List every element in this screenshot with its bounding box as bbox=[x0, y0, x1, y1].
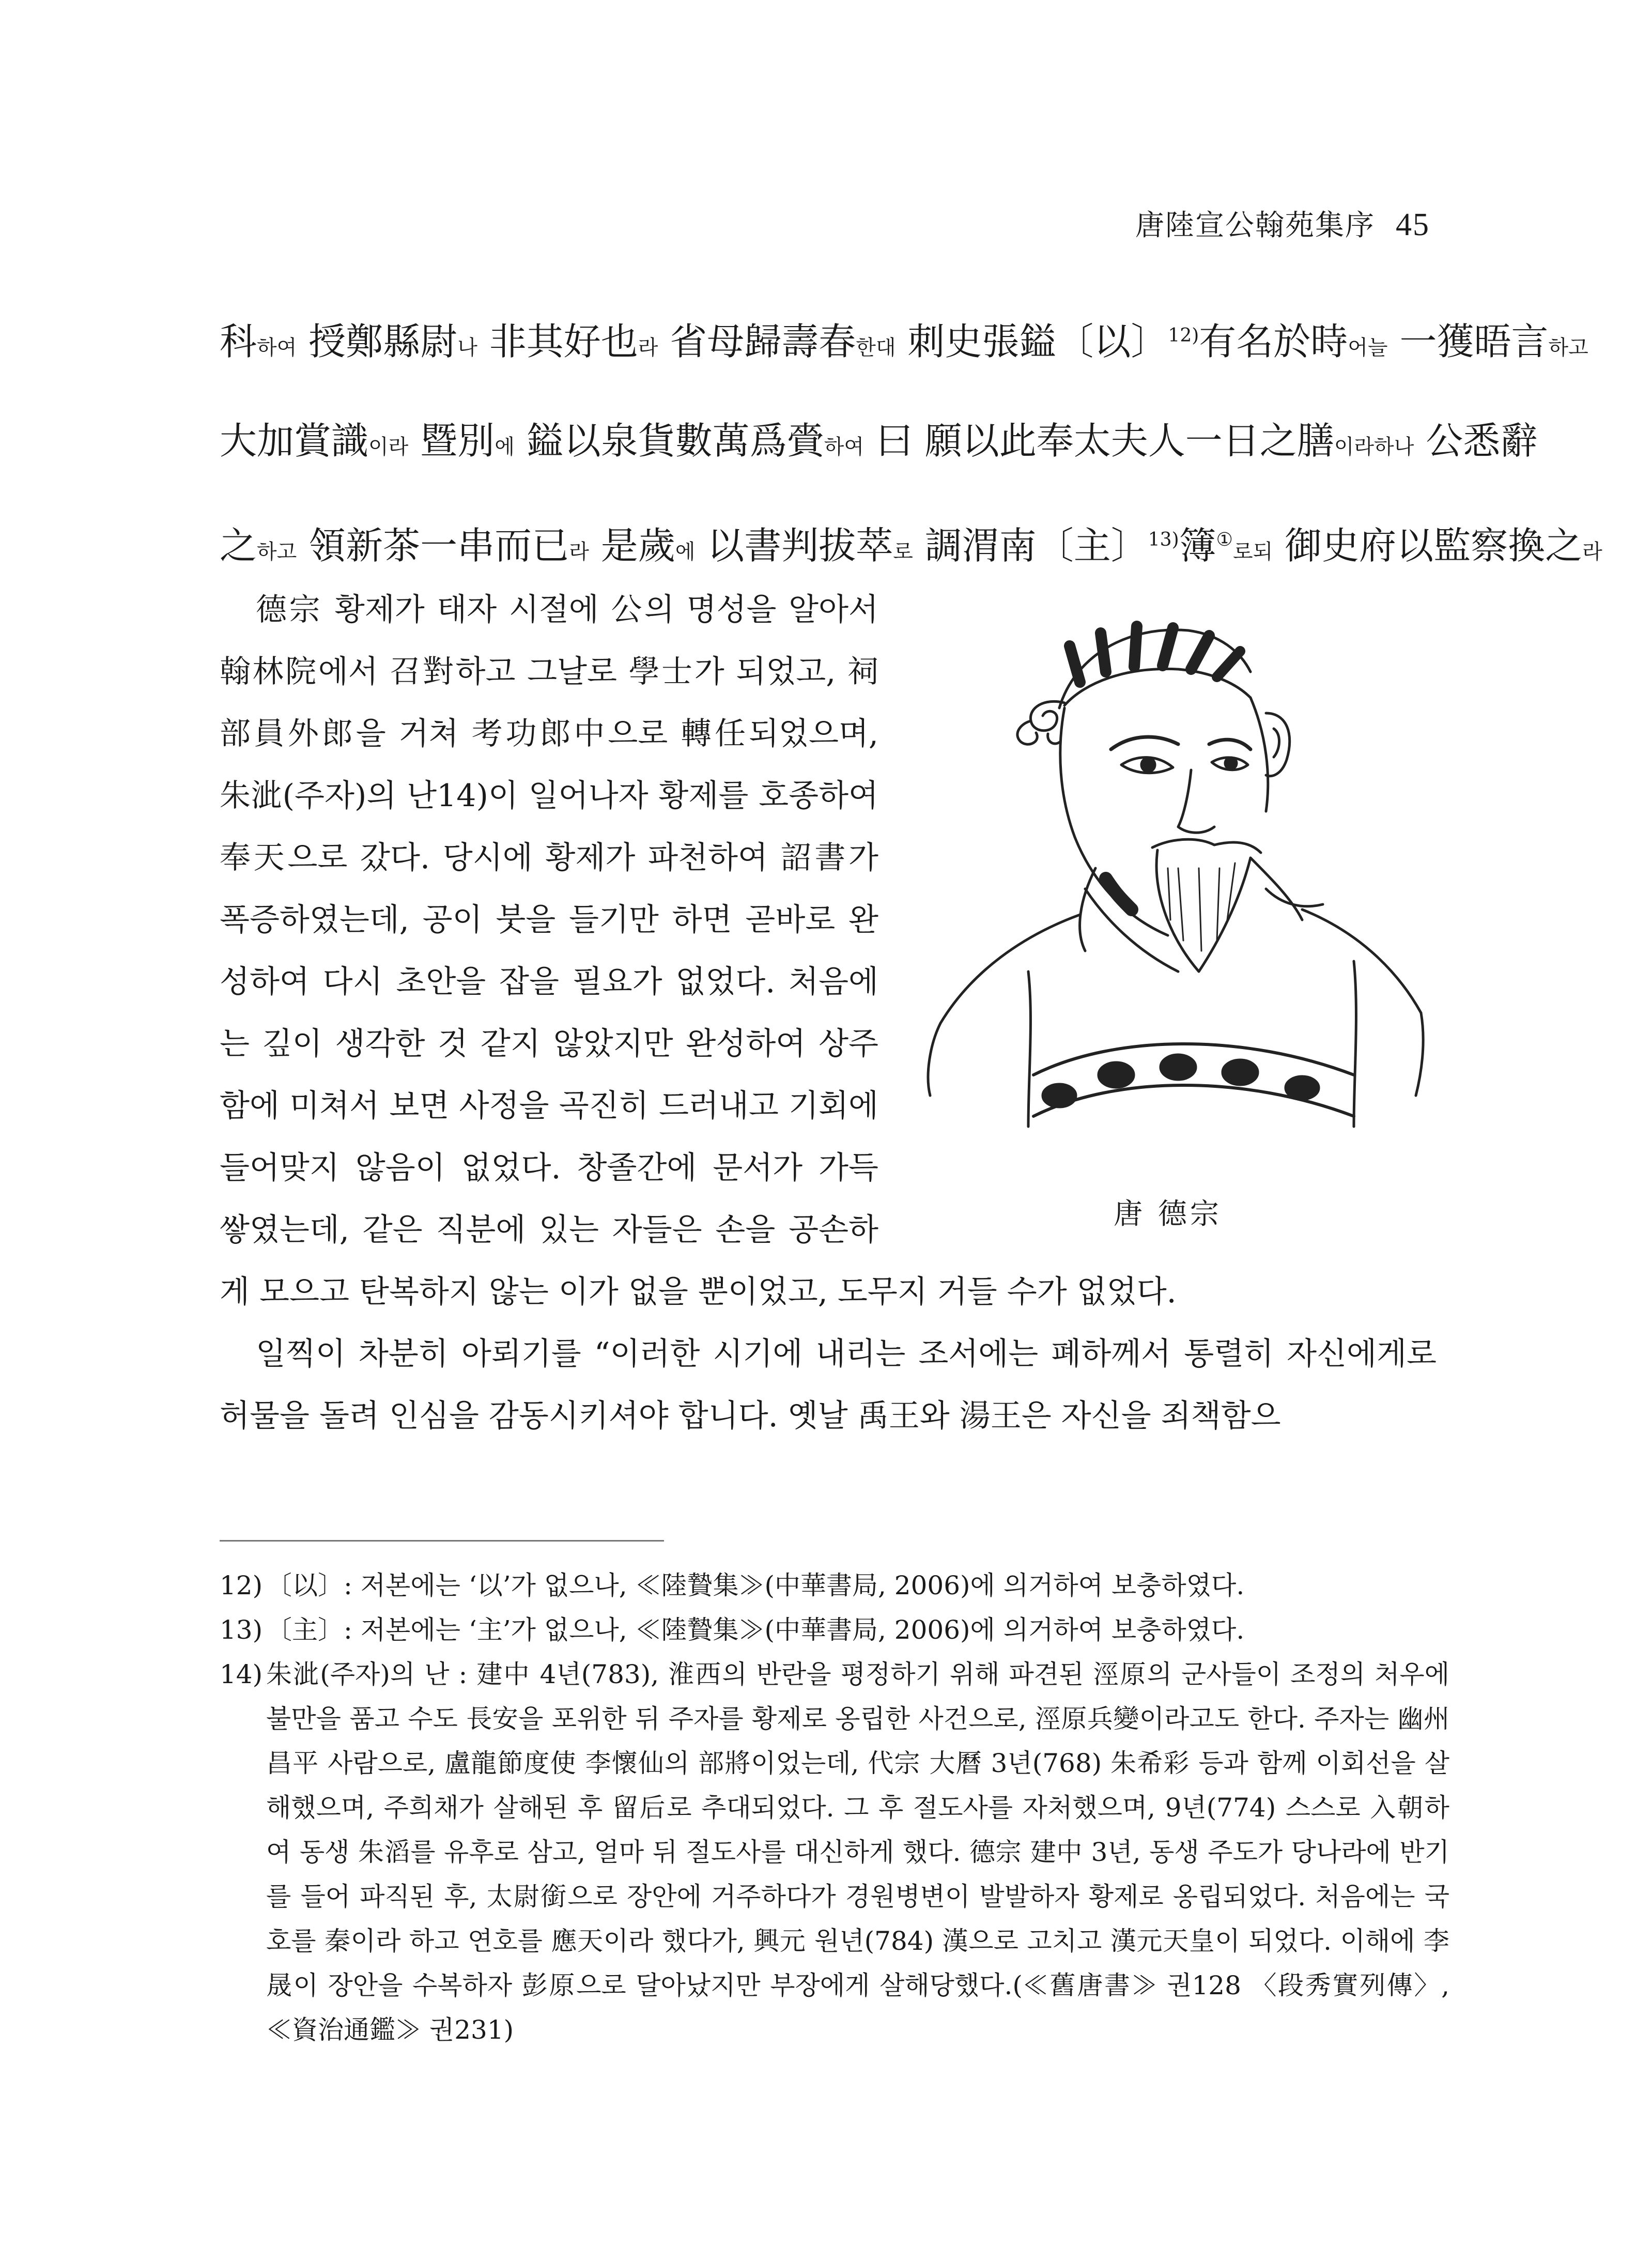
hangul-particle: 라 bbox=[638, 336, 658, 360]
hangul-particle: 하고 bbox=[257, 540, 297, 564]
translation-text bbox=[220, 579, 1437, 1447]
hanja-segment: 簿 bbox=[1179, 524, 1216, 567]
hangul-particle: 이라 bbox=[368, 435, 409, 459]
hangul-particle: 로되 bbox=[1232, 540, 1273, 564]
hangul-particle: 에 bbox=[495, 435, 515, 459]
hanja-segment: 曰 願以此奉太夫人一日之膳 bbox=[864, 419, 1334, 463]
footnote-text: 朱泚(주자)의 난 : 建中 4년(783), 淮西의 반란을 평정하기 위해 파견된 涇原의 군사들이 조정의 처우에 불만을 품고 수도 長安을 포위한 뒤 주자를 황제로 옹립한 사건으로, 涇原兵變이라고도 한다. 주자는 幽州 昌平 사람으로, 盧龍節度使 李懷仙의 部將이었는데, 代宗 大曆 3년(768) 朱希彩 등과 함께 이회선을 살해했으며, 주희채가 살해된 후 留后로 추대되었다. 그 후 절도사를 자처했으며, 9년(774) 스스로 入朝하여 동생 朱滔를 유후로 삼고, 얼마 뒤 절도사를 대신하게 했다. 德宗 建中 3년, 동생 주도가 당나라에 반기를 들어 파직된 후, 太尉銜으로 장안에 거주하다가 경원병변이 발발하자 황제로 옹립되었다. 처음에는 국호를 秦이라 하고 연호를 應天이라 했다가, 興元 원년(784) 漢으로 고치고 漢元天皇이 되었다. 이해에 李晟이 장안을 수복하자 彭原으로 달아났지만 부장에게 살해당했다.(≪舊唐書≫ 권128 〈段秀實列傳〉, ≪資治通鑑≫ 권231) bbox=[266, 1659, 1449, 2045]
hangul-particle: 에 bbox=[675, 540, 696, 564]
hanja-segment: 省母歸壽春 bbox=[658, 320, 856, 363]
footnote-number: 12) bbox=[220, 1570, 263, 1600]
hangul-particle: 하여 bbox=[824, 435, 864, 459]
hangul-particle: 나 bbox=[457, 336, 477, 360]
hanja-segment: 授鄭縣尉 bbox=[297, 320, 458, 363]
hangul-particle: 어늘 bbox=[1348, 336, 1388, 360]
classical-line bbox=[220, 394, 1538, 494]
translation-paragraph-2: 일찍이 차분히 아뢰기를 “이러한 시기에 내리는 조서에는 폐하께서 통렬히 자신에게로 허물을 돌려 인심을 감동시키셔야 합니다. 옛날 禹王와 湯王은 자신을 죄책함으 bbox=[220, 1336, 1437, 1434]
footnote-text: 〔主〕: 저본에는 ‘主’가 없으나, ≪陸贄集≫(中華書局, 2006)에 의거하여 보충하였다. bbox=[266, 1615, 1245, 1645]
running-header bbox=[1135, 203, 1430, 244]
page-number: 45 bbox=[1396, 207, 1430, 242]
hanja-segment: 公悉辭 bbox=[1414, 419, 1538, 463]
hangul-particle: 라 bbox=[569, 540, 589, 564]
footnote-number: 13) bbox=[220, 1615, 263, 1645]
note-marker: 12) bbox=[1168, 325, 1199, 346]
footnote-divider bbox=[220, 1540, 664, 1542]
hanja-segment: 是歲 bbox=[589, 524, 675, 567]
portrait-figure bbox=[899, 579, 1437, 1261]
hanja-segment: 暨別 bbox=[408, 419, 495, 463]
hangul-particle: 이라하나 bbox=[1334, 435, 1414, 459]
figure-caption: 唐 德宗 bbox=[1114, 1197, 1222, 1231]
hanja-segment: 非其好也 bbox=[477, 320, 638, 363]
note-marker: ① bbox=[1216, 529, 1233, 550]
translation-paragraph-1: 德宗 황제가 태자 시절에 公의 명성을 알아서 翰林院에서 召對하고 그날로 學士가 되었고, 祠部員外郎을 거쳐 考功郎中으로 轉任되었으며, 朱泚(주자)의 난14)이 일어나자 황제를 호종하여 奉天으로 갔다. 당시에 황제가 파천하여 詔書가 폭증하였는데, 공이 붓을 들기만 하면 곧바로 완성하여 다시 초안을 잡을 필요가 없었다. 처음에는 깊이 생각한 것 같지 않았지만 완성하여 상주함에 미쳐서 보면 사정을 곡진히 드러내고 기회에 들어맞지 않음이 없었다. 창졸간에 문서가 가득 쌓였는데, 같은 직분에 있는 자들은 손을 공손하게 모으고 탄복하지 않는 이가 없을 뿐이었고, 도무지 거들 수가 없었다. bbox=[220, 592, 1177, 1310]
footnote-12 bbox=[220, 1563, 1449, 1608]
hanja-segment: 大加賞識 bbox=[220, 419, 369, 463]
hanja-segment: 有名於時 bbox=[1199, 320, 1348, 363]
emperor-portrait-illustration bbox=[909, 579, 1426, 1163]
hanja-segment: 御史府以監察換之 bbox=[1273, 524, 1583, 567]
hanja-segment: 以書判拔萃 bbox=[695, 524, 893, 567]
hanja-segment: 刺史張鎰〔以〕 bbox=[896, 320, 1168, 363]
hanja-segment: 鎰以泉貨數萬爲賫 bbox=[514, 419, 824, 463]
classical-chinese-text bbox=[220, 289, 1602, 598]
footnote-number: 14) bbox=[220, 1659, 263, 1689]
note-marker: 13) bbox=[1148, 529, 1179, 550]
hangul-particle: 하고 bbox=[1548, 336, 1588, 360]
hanja-segment: 領新茶一串而已 bbox=[297, 524, 569, 567]
hanja-segment: 科 bbox=[220, 320, 257, 363]
hanja-segment: 之 bbox=[220, 524, 257, 567]
hangul-particle: 한대 bbox=[856, 336, 896, 360]
footnote-14 bbox=[220, 1652, 1449, 2052]
footnotes bbox=[220, 1563, 1449, 2052]
hanja-segment: 一獲晤言 bbox=[1387, 320, 1549, 363]
classical-line bbox=[220, 289, 1588, 394]
hanja-segment: 調渭南〔主〕 bbox=[913, 524, 1148, 567]
footnote-13 bbox=[220, 1608, 1449, 1652]
footnote-text: 〔以〕: 저본에는 ‘以’가 없으나, ≪陸贄集≫(中華書局, 2006)에 의거하여 보충하였다. bbox=[266, 1570, 1245, 1600]
hangul-particle: 라 bbox=[1582, 540, 1602, 564]
running-header-title: 唐陸宣公翰苑集序 bbox=[1135, 209, 1375, 242]
hangul-particle: 로 bbox=[893, 540, 913, 564]
hangul-particle: 하여 bbox=[257, 336, 297, 360]
